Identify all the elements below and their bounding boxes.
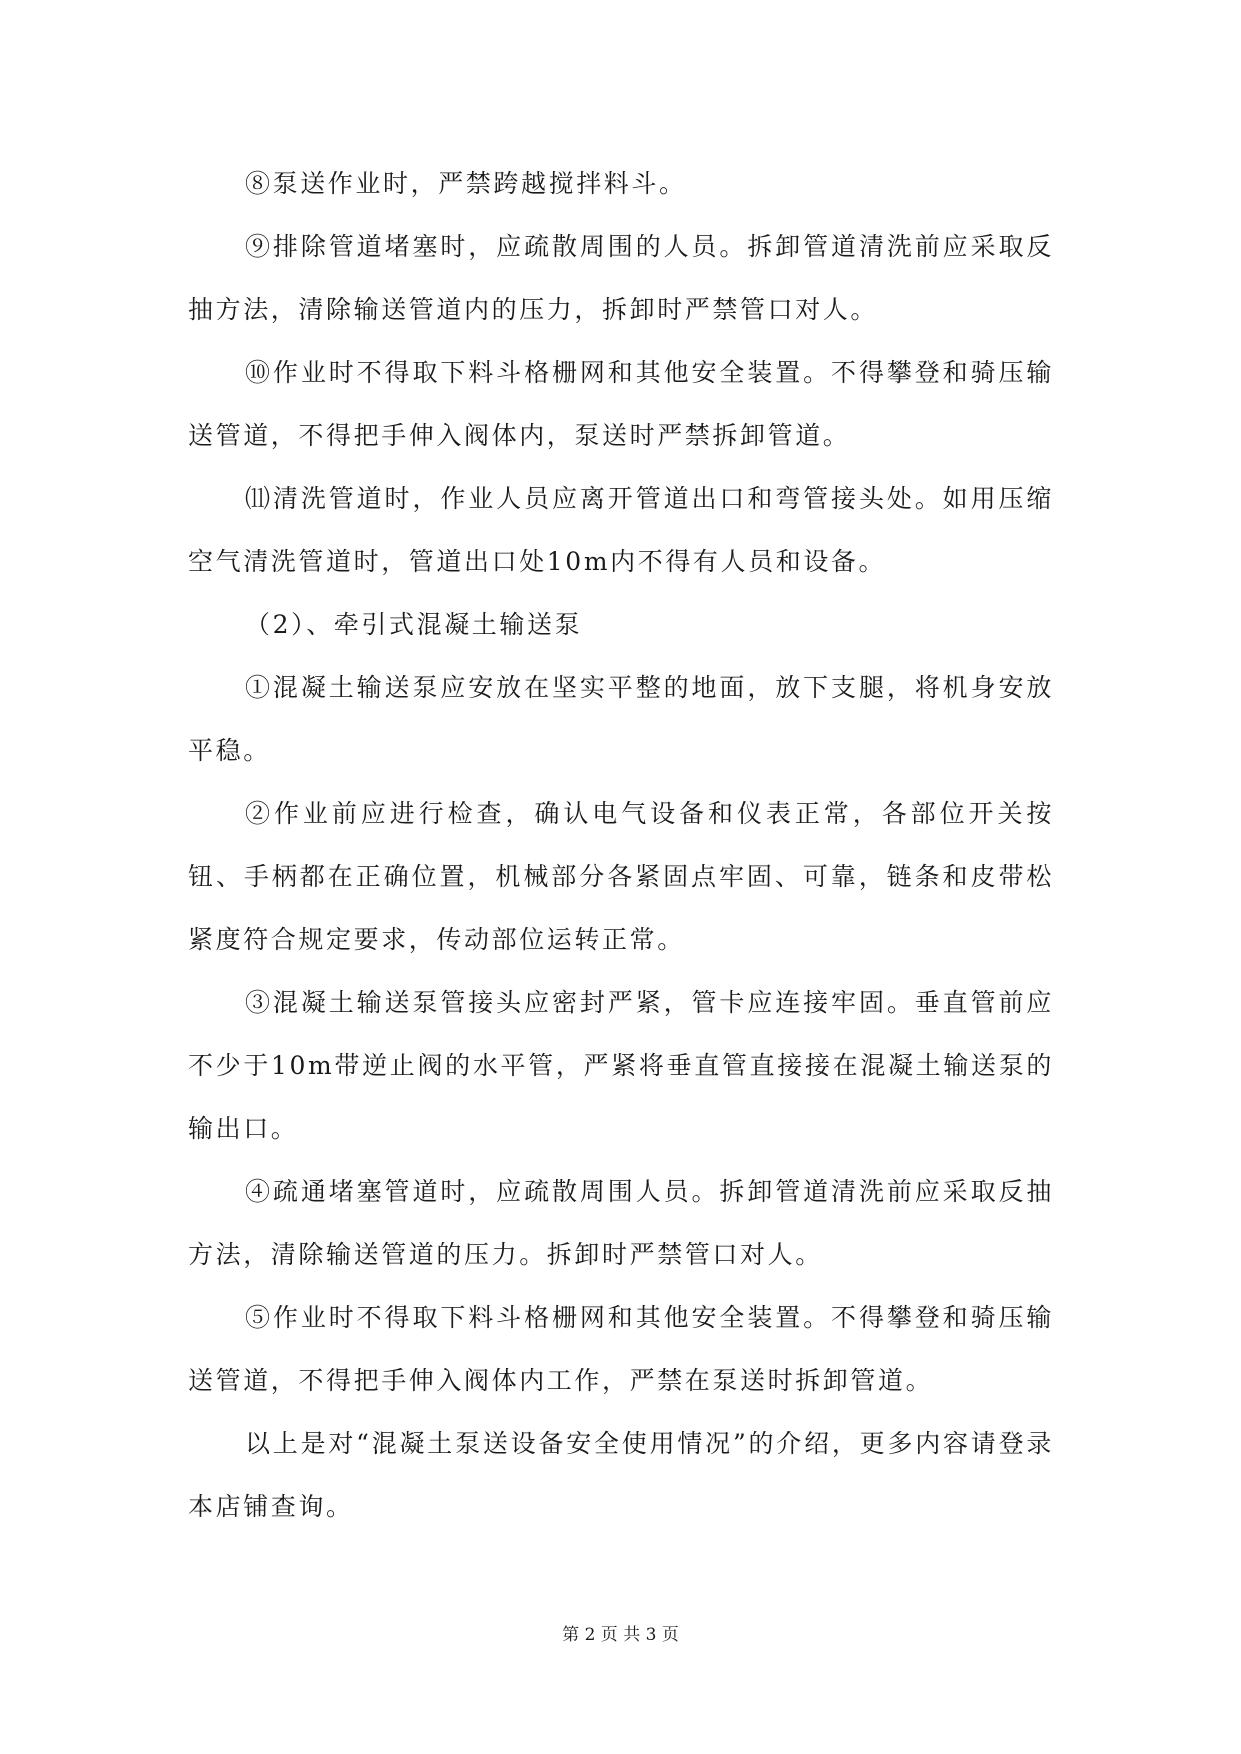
paragraph-item-9: ⑨排除管道堵塞时，应疏散周围的人员。拆卸管道清洗前应采取反抽方法，清除输送管道内的压力，拆卸时严禁管口对人。 (188, 232, 1054, 324)
paragraph-item-4: ④疏通堵塞管道时，应疏散周围人员。拆卸管道清洗前应采取反抽方法，清除输送管道的压力。拆卸时严禁管口对人。 (188, 1177, 1054, 1269)
page-footer (0, 1620, 1241, 1645)
paragraph-item-2: ②作业前应进行检查，确认电气设备和仪表正常，各部位开关按钮、手柄都在正确位置，机械部分各紧固点牢固、可靠，链条和皮带松紧度符合规定要求，传动部位运转正常。 (188, 799, 1054, 954)
paragraph-item-3: ③混凝土输送泵管接头应密封严紧，管卡应连接牢固。垂直管前应不少于10m带逆止阀的水平管，严紧将垂直管直接接在混凝土输送泵的输出口。 (188, 988, 1054, 1143)
paragraph-item-1: ①混凝土输送泵应安放在坚实平整的地面，放下支腿，将机身安放平稳。 (188, 673, 1054, 765)
paragraph-item-8: ⑧泵送作业时，严禁跨越搅拌料斗。 (245, 169, 687, 198)
closing-paragraph: 以上是对“混凝土泵送设备安全使用情况”的介绍，更多内容请登录本店铺查询。 (188, 1429, 1054, 1521)
page-number: 第 2 页 共 3 页 (562, 1625, 679, 1645)
paragraph-item-5: ⑤作业时不得取下料斗格栅网和其他安全装置。不得攀登和骑压输送管道，不得把手伸入阀体内工作，严禁在泵送时拆卸管道。 (188, 1303, 1054, 1395)
paragraph-item-11: ⑾清洗管道时，作业人员应离开管道出口和弯管接头处。如用压缩空气清洗管道时，管道出口处10m内不得有人员和设备。 (188, 484, 1054, 576)
document-body (188, 152, 1054, 1538)
paragraph-item-10: ⑩作业时不得取下料斗格栅网和其他安全装置。不得攀登和骑压输送管道，不得把手伸入阀体内，泵送时严禁拆卸管道。 (188, 358, 1054, 450)
section-heading-towed-pump: （2）、牵引式混凝土输送泵 (245, 610, 583, 639)
